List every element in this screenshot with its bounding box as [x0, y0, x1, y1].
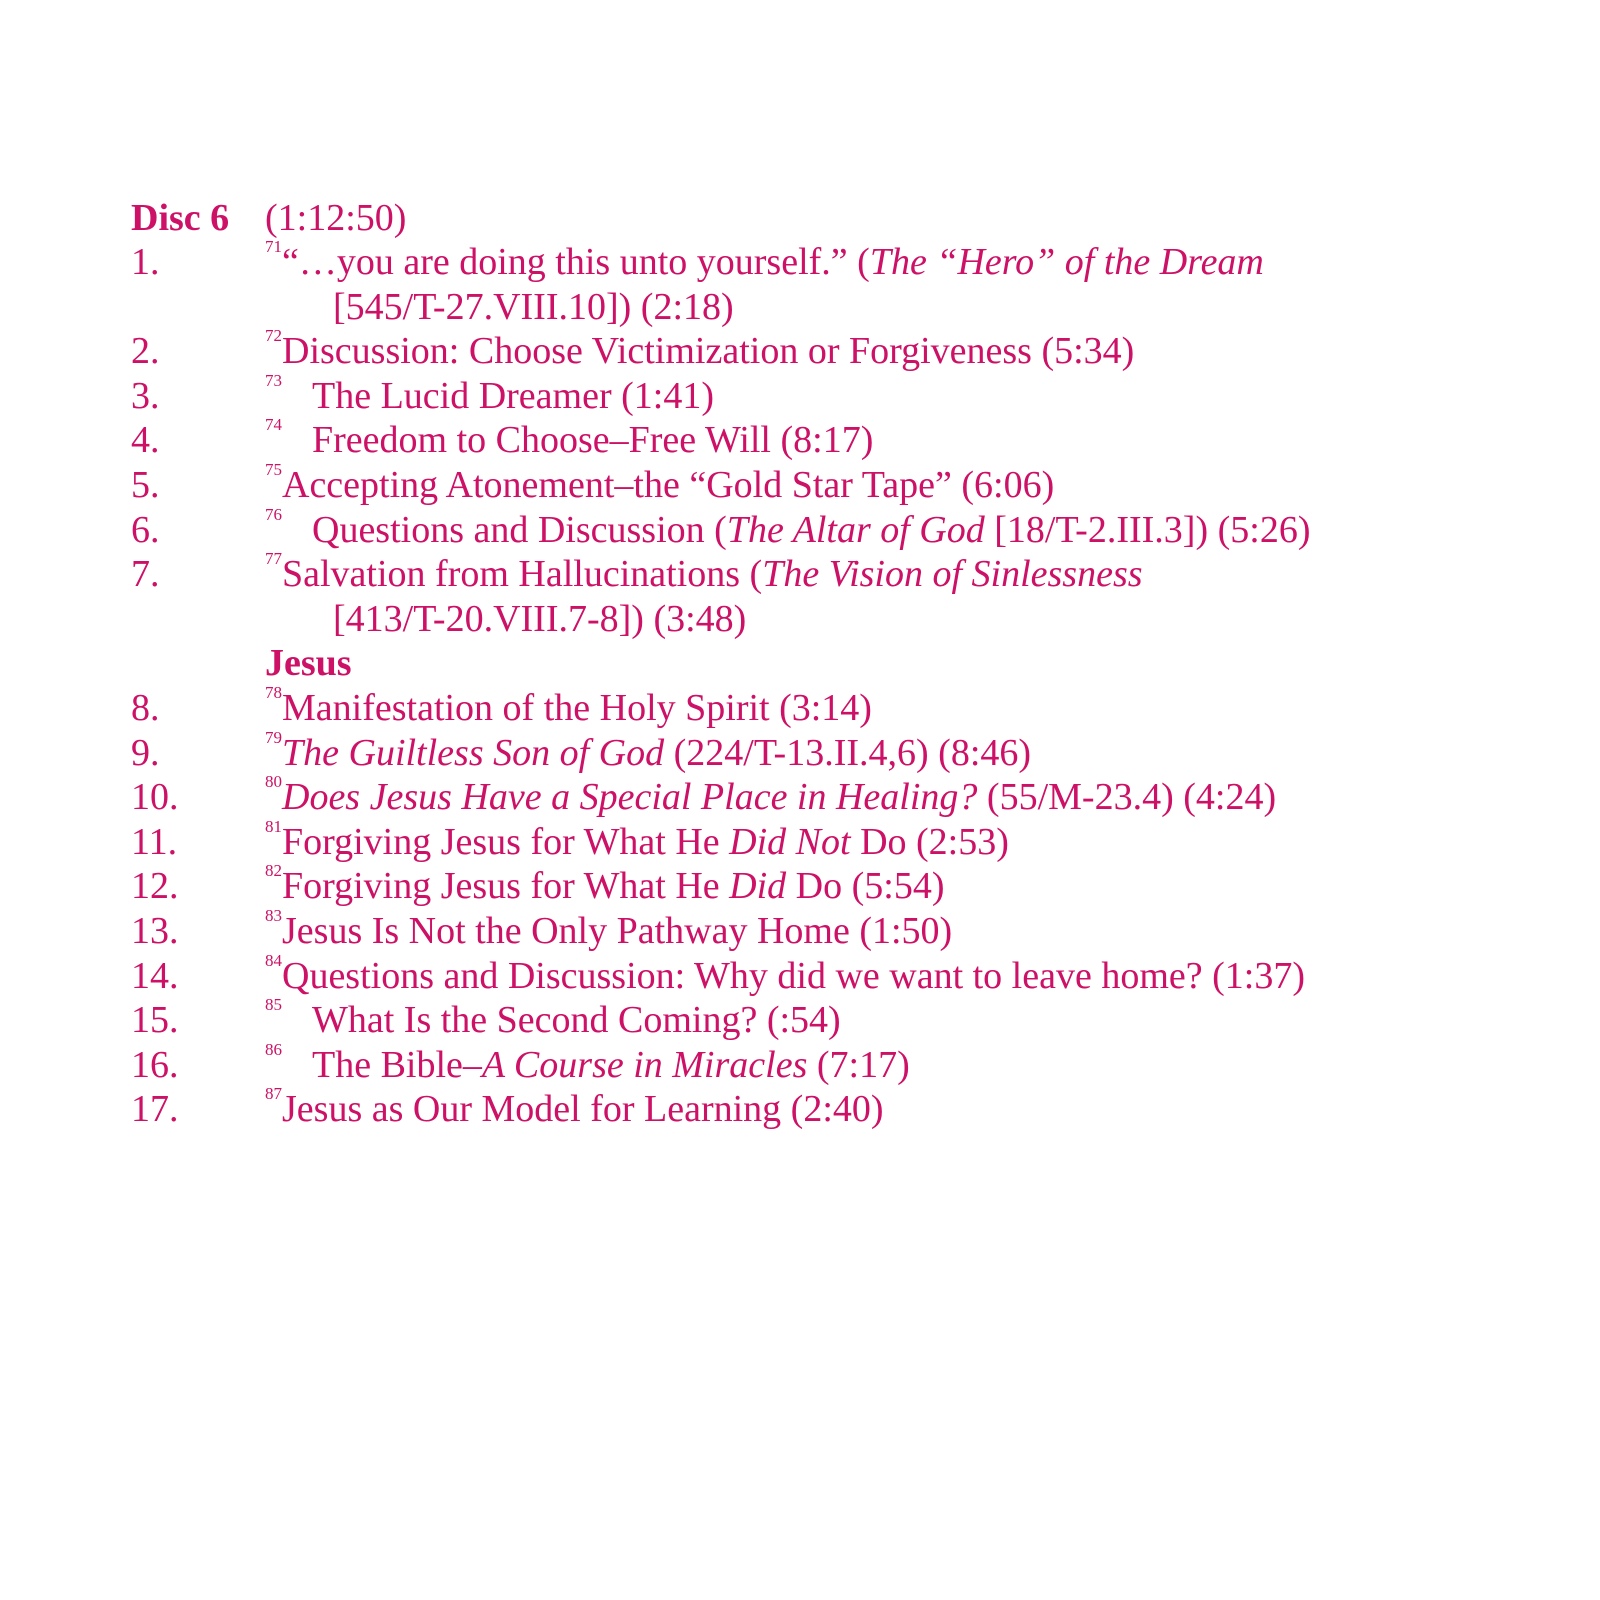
track-row — [131, 1084, 1551, 1132]
footnote-marker: 71 — [265, 237, 282, 256]
track-row — [131, 415, 1551, 463]
track-row — [131, 504, 1551, 553]
footnote-marker: 84 — [265, 950, 282, 970]
track-title: $^{76}$ Questions and Discussion (The Altar of God [18/T-2.III.3]) (5:26) — [265, 504, 1311, 551]
track-number: 3. — [131, 374, 160, 417]
footnote-marker: 77 — [265, 549, 282, 569]
track-row — [131, 1039, 1551, 1088]
disc-duration: (1:12:50) — [265, 197, 407, 239]
track-number: 12. — [131, 865, 179, 908]
track-title: $^{77}$Salvation from Hallucinations (The Vision of Sinlessness — [265, 549, 1143, 596]
track-row — [131, 861, 1551, 909]
track-row — [131, 237, 1551, 285]
footnote-marker: 85 — [265, 995, 282, 1015]
track-title: $^{79}$The Guiltless Son of God (224/T-13.II.4,6) (8:46) — [265, 727, 1032, 774]
footnote-marker: 83 — [265, 905, 282, 925]
track-title: $^{82}$Forgiving Jesus for What He Did Do (5:54) — [265, 861, 945, 908]
footnote-marker: 79 — [265, 727, 282, 747]
track-title: $^{81}$Forgiving Jesus for What He Did Not Do (2:53) — [265, 816, 1009, 863]
track-number: 14. — [131, 954, 179, 997]
track-title: $^{72}$Discussion: Choose Victimization or Forgiveness (5:34) — [265, 326, 1135, 373]
footnote-marker: 82 — [265, 861, 282, 881]
track-row — [131, 370, 1551, 419]
footnote-marker: 73 — [265, 370, 282, 390]
track-title: $^{78}$Manifestation of the Holy Spirit (3:14) — [265, 682, 872, 729]
track-number: 11. — [131, 820, 178, 863]
track-number: 16. — [131, 1043, 179, 1086]
footnote-marker: 80 — [265, 772, 282, 792]
track-list — [131, 237, 1551, 1132]
track-row — [131, 682, 1551, 731]
track-row — [131, 905, 1551, 954]
disc-header — [131, 196, 406, 240]
track-title: $^{75}$Accepting Atonement–the “Gold Star Tape” (6:06) — [265, 459, 1055, 506]
footnote-marker: 74 — [265, 415, 282, 435]
track-title: $^{85}$ What Is the Second Coming? (:54) — [265, 995, 841, 1042]
track-title: $^{80}$Does Jesus Have a Special Place in Healing? (55/M-23.4) (4:24) — [265, 772, 1277, 819]
track-row — [131, 772, 1551, 820]
footnote-marker: 86 — [265, 1039, 282, 1059]
track-row — [131, 950, 1551, 999]
track-number: 5. — [131, 463, 160, 506]
track-row — [131, 995, 1551, 1043]
track-number: 1. — [131, 241, 160, 283]
track-number: 13. — [131, 909, 179, 952]
footnote-marker: 87 — [265, 1084, 282, 1104]
track-continuation: [545/T-27.VIII.10]) (2:18) — [333, 285, 734, 328]
track-title: $^{84}$Questions and Discussion: Why did we want to leave home? (1:37) — [265, 950, 1305, 997]
footnote-marker: 78 — [265, 682, 282, 702]
track-number: 6. — [131, 508, 160, 551]
track-row — [131, 326, 1551, 374]
track-number: 17. — [131, 1088, 179, 1131]
track-title: $^{87}$Jesus as Our Model for Learning (2:40) — [265, 1084, 884, 1131]
track-number: 4. — [131, 419, 160, 462]
track-title: $^{73}$ The Lucid Dreamer (1:41) — [265, 370, 714, 417]
track-row — [131, 727, 1551, 776]
track-number: 9. — [131, 731, 160, 774]
track-number: 15. — [131, 999, 179, 1042]
track-number: 8. — [131, 686, 160, 729]
track-number: 10. — [131, 776, 179, 819]
track-title: $^{83}$Jesus Is Not the Only Pathway Home (1:50) — [265, 905, 953, 952]
track-row — [131, 816, 1551, 865]
track-continuation: [413/T-20.VIII.7-8]) (3:48) — [333, 597, 747, 640]
footnote-marker: 75 — [265, 459, 282, 479]
section-heading: Jesus — [265, 642, 352, 685]
disc-label: Disc 6 — [131, 197, 230, 239]
track-title: $^{86}$ The Bible–A Course in Miracles (7:17) — [265, 1039, 910, 1086]
track-number: 7. — [131, 553, 160, 596]
footnote-marker: 81 — [265, 816, 282, 836]
track-title: $^{74}$ Freedom to Choose–Free Will (8:17) — [265, 415, 874, 462]
track-title: $^{71}$“…you are doing this unto yourself.” (The “Hero” of the Dream — [265, 237, 1264, 283]
footnote-marker: 76 — [265, 504, 282, 524]
footnote-marker: 72 — [265, 326, 282, 346]
track-row — [131, 459, 1551, 508]
track-number: 2. — [131, 330, 160, 373]
track-row — [131, 549, 1551, 597]
